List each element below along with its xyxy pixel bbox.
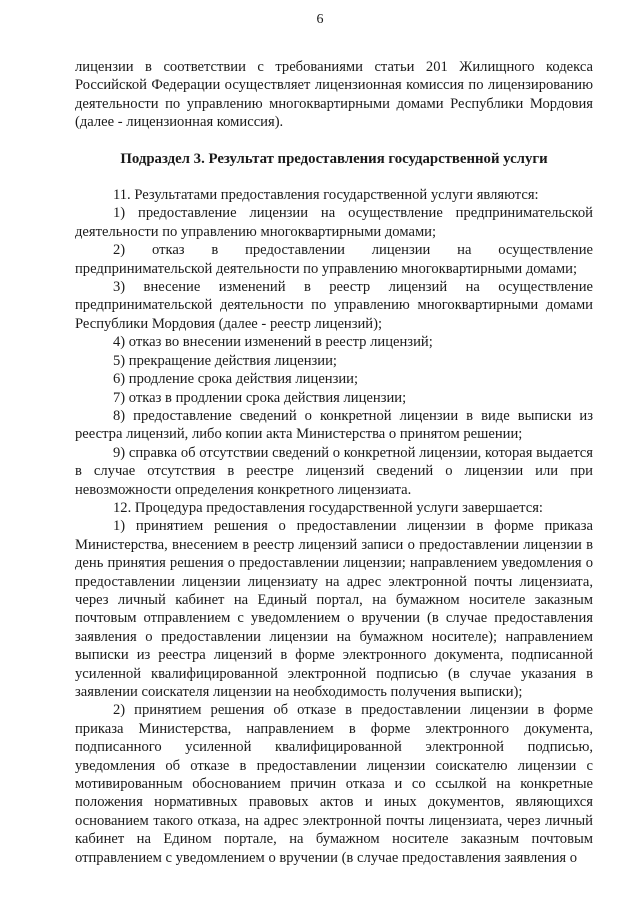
list-item-11-2: 2) отказ в предоставлении лицензии на осуществление предпринимательской деятельности по управлению многоквартирными домами;: [75, 242, 593, 277]
list-item-11-7: 7) отказ в продлении срока действия лицензии;: [113, 389, 407, 406]
list-item-11-5: 5) прекращение действия лицензии;: [113, 352, 337, 369]
paragraph-12: 12. Процедура предоставления государственной услуги завершается:: [113, 499, 543, 516]
document-body: [75, 58, 593, 867]
list-item-11-4: 4) отказ во внесении изменений в реестр лицензий;: [113, 334, 433, 351]
list-item-12-2: 2) принятием решения об отказе в предоставлении лицензии в форме приказа Министерства, направлением в форме электронного документа, подписанного усиленной квалифицированной электронной подписью, уведомления об отказе в предоставлении лицензии соискателю лицензии с мотивированным обоснованием причин отказа и со ссылкой на конкретные положения нормативных правовых актов и иных документов, являющихся основанием такого отказа, на адрес электронной почты лицензиата, через личный кабинет на Едином портале, на бумажном носителе заказным почтовым отправлением с уведомлением о вручении (в случае предоставления заявления о: [75, 702, 593, 866]
list-item-11-6: 6) продление срока действия лицензии;: [113, 371, 359, 388]
list-item-11-3: 3) внесение изменений в реестр лицензий на осуществление предпринимательской деятельности по управлению многоквартирными домами Республики Мордовия (далее - реестр лицензий);: [75, 279, 593, 332]
list-item-11-8: 8) предоставление сведений о конкретной лицензии в виде выписки из реестра лицензий, либо копии акта Министерства о принятом решении;: [75, 407, 593, 443]
list-item-11-9: 9) справка об отсутствии сведений о конкретной лицензии, которая выдается в случае отсутствия в реестре лицензий сведений о лицензии или при невозможности определения конкретного лицензиата.: [75, 444, 593, 498]
section-heading: Подраздел 3. Результат предоставления государственной услуги: [120, 150, 548, 167]
page-number: 6: [316, 12, 324, 27]
intro-paragraph: лицензии в соответствии с требованиями статьи 201 Жилищного кодекса Российской Федерации осуществляет лицензионная комиссия по лицензированию деятельности по управлению многоквартирными домами Республики Мордовия (далее - лицензионная комиссия).: [75, 59, 593, 131]
paragraph-11: 11. Результатами предоставления государственной услуги являются:: [113, 187, 539, 204]
list-item-11-1: 1) предоставление лицензии на осуществление предпринимательской деятельности по управлению многоквартирными домами;: [75, 205, 593, 240]
list-item-12-1: 1) принятием решения о предоставлении лицензии в форме приказа Министерства, внесением в реестр лицензий записи о предоставлении лицензии в день принятия решения о предоставлении лицензии; направлением уведомления о предоставлении лицензии лицензиату на адрес электронной почты лицензиата, через личный кабинет на Единый портал, на бумажном носителе заказным почтовым отправлением с уведомлением о вручении (в случае предоставления заявления о предоставлении лицензии на бумажном носителе); направлением выписки из реестра лицензий в форме электронного документа, подписанной усиленной квалифицированной электронной подписью (в случае указания в заявлении соискателя лицензии на необходимость получения выписки);: [75, 518, 593, 700]
